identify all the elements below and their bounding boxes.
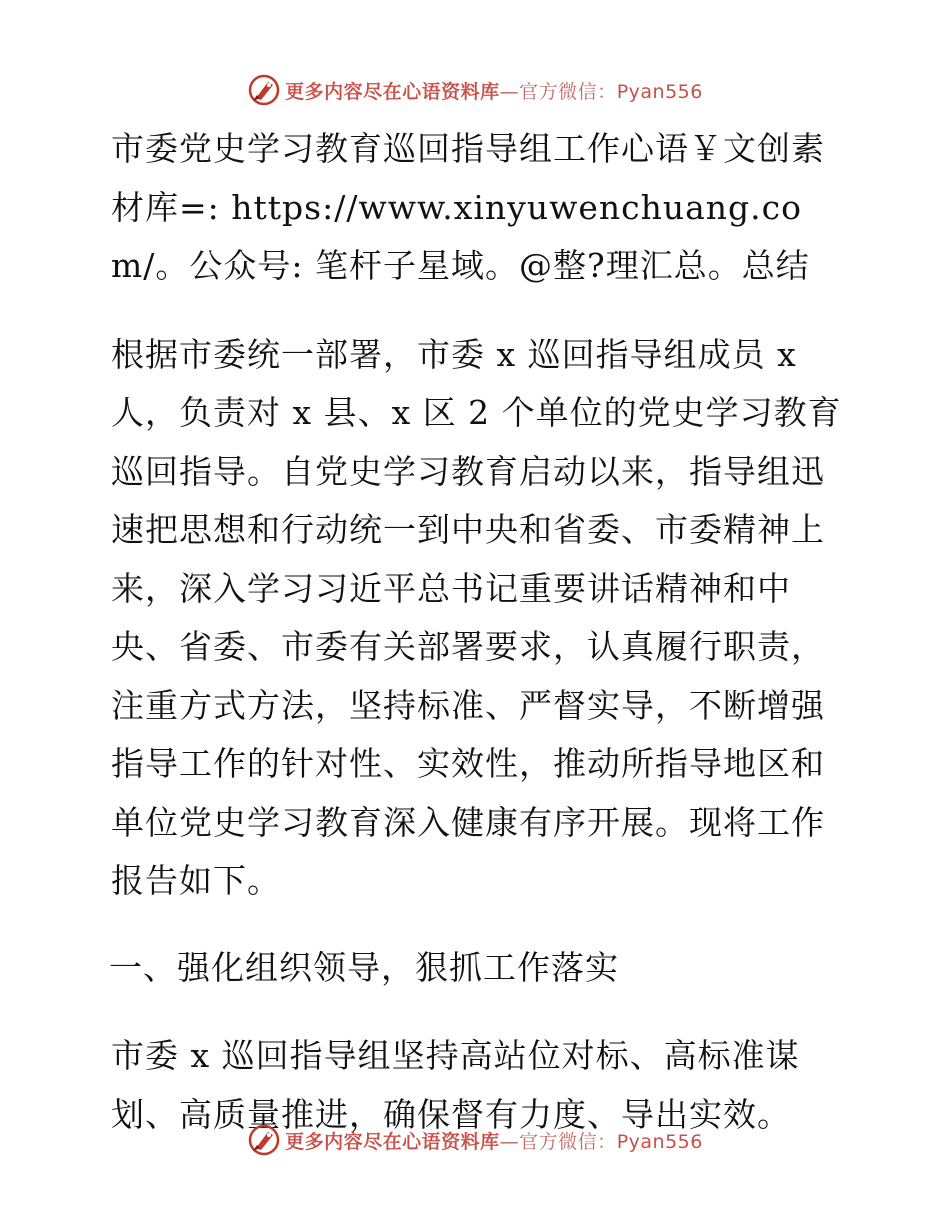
footer-banner-dash: — — [499, 1130, 520, 1153]
footer-banner — [0, 1120, 950, 1160]
section-heading-1: 一、强化组织领导，狠抓工作落实 — [109, 947, 619, 987]
document-title-paragraph: 市委党史学习教育巡回指导组工作心语￥文创素材库=: https://www.xinyuwenchuang.com/。公众号: 笔杆子星域。@整?理汇总。总结 — [111, 129, 825, 285]
pen-nib-logo-icon — [247, 1123, 281, 1157]
footer-banner-wechat-label: 官方微信： — [519, 1130, 617, 1153]
header-banner-wechat-id: Pyan556 — [616, 80, 703, 103]
header-banner-text — [285, 77, 703, 104]
document-body — [97, 120, 857, 1144]
footer-banner-wechat-id: Pyan556 — [616, 1130, 703, 1153]
footer-banner-main: 更多内容尽在心语资料库 — [285, 1130, 500, 1153]
pen-nib-logo-icon — [247, 73, 281, 107]
header-banner-dash: — — [499, 80, 520, 103]
footer-banner-text — [285, 1127, 703, 1154]
header-banner — [0, 70, 950, 110]
document-paragraph-1: 根据市委统一部署，市委 x 巡回指导组成员 x 人，负责对 x 县、x 区 2 个单位的党史学习教育巡回指导。自党史学习教育启动以来，指导组迅速把思想和行动统一到中央和省委、市委精神上来，深入学习习近平总书记重要讲话精神和中央、省委、市委有关部署要求，认真履行职责，注重方式方法，坚持标准、严督实导，不断增强指导工作的针对性、实效性，推动所指导地区和单位党史学习教育深入健康有序开展。现将工作报告如下。 — [111, 334, 842, 900]
document-paragraph-2: 市委 x 巡回指导组坚持高站位对标、高标准谋划、高质量推进，确保督有力度、导出实效。 — [111, 1036, 800, 1134]
header-banner-wechat-label: 官方微信： — [519, 80, 617, 103]
header-banner-main: 更多内容尽在心语资料库 — [285, 80, 500, 103]
